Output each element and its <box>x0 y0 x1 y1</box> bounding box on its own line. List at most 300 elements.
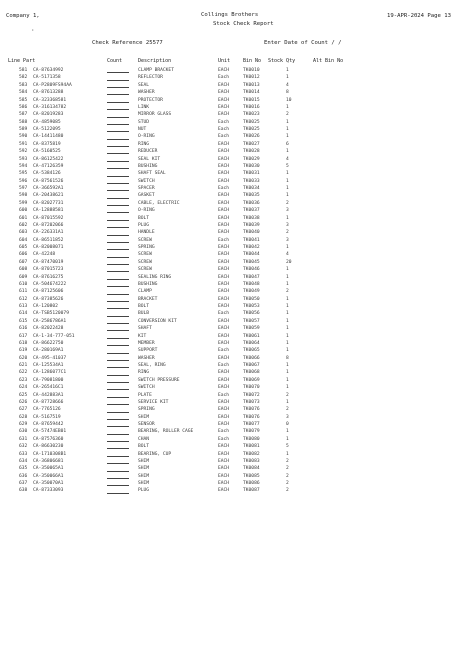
count-entry-field[interactable] <box>107 347 129 353</box>
part-number: CA-5167519 <box>33 414 61 420</box>
part-number: CA-2586786A1 <box>33 318 67 324</box>
stock-quantity: 1 <box>286 451 289 457</box>
table-row <box>0 414 460 421</box>
bin-number: TK0077 <box>243 422 260 427</box>
line-number: 593 <box>19 156 28 162</box>
line-number: 636 <box>19 473 28 479</box>
count-entry-field[interactable] <box>107 458 129 464</box>
unit-of-measure: EACH <box>218 97 230 103</box>
part-number: CA-120802 <box>33 304 58 309</box>
part-number: CA-87202066 <box>33 222 64 228</box>
unit-of-measure: Each <box>218 134 230 140</box>
count-entry-field[interactable] <box>107 229 129 235</box>
unit-of-measure: Each <box>218 127 230 132</box>
part-number: CA-1-34-777-051 <box>33 333 75 339</box>
stock-quantity: 2 <box>286 466 289 472</box>
unit-of-measure: EACH <box>218 259 230 265</box>
stock-quantity: 5 <box>286 163 289 169</box>
unit-of-measure: EACH <box>218 171 230 177</box>
count-entry-field[interactable] <box>107 178 129 184</box>
unit-of-measure: EACH <box>218 200 230 206</box>
bin-number: TK0030 <box>243 163 260 169</box>
unit-of-measure: EACH <box>218 274 230 280</box>
part-number: CA-86511852 <box>33 237 64 243</box>
count-entry-field[interactable] <box>107 156 129 162</box>
line-number: 635 <box>19 466 28 472</box>
part-number: CA-86630230 <box>33 444 64 450</box>
stock-quantity: 1 <box>286 245 289 250</box>
count-entry-field[interactable] <box>107 421 129 427</box>
part-number: CA-5384126 <box>33 171 61 177</box>
line-number: 621 <box>19 363 28 368</box>
line-number: 601 <box>19 215 28 221</box>
part-number: CA-86622750 <box>33 340 64 346</box>
stock-quantity: 2 <box>286 481 289 486</box>
count-entry-field[interactable] <box>107 274 129 280</box>
part-number: CA-79081800 <box>33 377 64 383</box>
stock-quantity: 2 <box>286 230 289 236</box>
stock-quantity: 1 <box>286 429 289 435</box>
count-entry-field[interactable] <box>107 170 129 176</box>
count-entry-field[interactable] <box>107 185 129 191</box>
item-description: BULB <box>138 311 150 317</box>
item-description: WASHER <box>138 90 155 96</box>
part-number: CA-86125422 <box>33 156 64 162</box>
unit-of-measure: EACH <box>218 252 230 258</box>
table-row <box>0 229 460 236</box>
stock-quantity: 1 <box>286 149 289 155</box>
table-row <box>0 355 460 362</box>
column-line-part: Line Part <box>8 58 36 64</box>
count-entry-field[interactable] <box>107 207 129 213</box>
line-number: 603 <box>19 230 28 236</box>
count-entry-field[interactable] <box>107 333 129 339</box>
bin-number: TK0070 <box>243 385 260 391</box>
count-entry-field[interactable] <box>107 104 129 110</box>
count-entry-field[interactable] <box>107 399 129 405</box>
line-number: 624 <box>19 385 28 391</box>
unit-of-measure: EACH <box>218 318 230 324</box>
part-number: CA-42248 <box>33 252 56 258</box>
table-row <box>0 89 460 96</box>
stock-quantity: 6 <box>286 141 289 147</box>
count-entry-field[interactable] <box>107 310 129 316</box>
line-number: 590 <box>19 134 28 140</box>
line-number: 584 <box>19 90 28 96</box>
count-entry-field[interactable] <box>107 340 129 346</box>
unit-of-measure: EACH <box>218 370 230 376</box>
item-description: SEAL, RING <box>138 363 166 368</box>
count-entry-field[interactable] <box>107 362 129 368</box>
bin-number: TK0049 <box>243 289 260 295</box>
unit-of-measure: EACH <box>218 208 230 214</box>
line-number: 633 <box>19 451 28 457</box>
line-number: 604 <box>19 237 28 243</box>
table-row <box>0 318 460 325</box>
table-row <box>0 141 460 148</box>
part-number: CA-87659442 <box>33 422 64 427</box>
bin-number: TK0057 <box>243 318 260 324</box>
count-entry-field[interactable] <box>107 392 129 398</box>
table-row <box>0 296 460 303</box>
part-number: CA-87385626 <box>33 296 64 302</box>
stock-quantity: 10 <box>286 97 292 103</box>
line-number: 637 <box>19 481 28 486</box>
part-number: CA-495-41037 <box>33 355 67 361</box>
part-number: CA-5160525 <box>33 149 61 155</box>
bin-number: TK0014 <box>243 90 260 96</box>
table-row <box>0 340 460 347</box>
count-entry-field[interactable] <box>107 133 129 139</box>
item-description: O-RING <box>138 208 155 214</box>
item-description: SHIM <box>138 473 150 479</box>
table-row <box>0 465 460 472</box>
unit-of-measure: EACH <box>218 340 230 346</box>
line-number: 623 <box>19 377 28 383</box>
item-description: PLATE <box>138 392 152 398</box>
unit-of-measure: Each <box>218 392 230 398</box>
marker-dot: · <box>31 27 35 34</box>
line-number: 609 <box>19 274 28 280</box>
table-row <box>0 333 460 340</box>
line-number: 599 <box>19 200 28 206</box>
count-entry-field[interactable] <box>107 266 129 272</box>
unit-of-measure: Each <box>218 237 230 243</box>
count-entry-field[interactable] <box>107 244 129 250</box>
bin-number: TK0048 <box>243 281 260 287</box>
stock-quantity: 8 <box>286 355 289 361</box>
count-entry-field[interactable] <box>107 111 129 117</box>
unit-of-measure: EACH <box>218 385 230 391</box>
count-entry-field[interactable] <box>107 148 129 154</box>
stock-quantity: 8 <box>286 90 289 96</box>
table-row <box>0 207 460 214</box>
count-entry-field[interactable] <box>107 288 129 294</box>
count-entry-field[interactable] <box>107 281 129 287</box>
stock-quantity: 1 <box>286 267 289 273</box>
count-entry-field[interactable] <box>107 451 129 457</box>
stock-quantity: 2 <box>286 407 289 413</box>
unit-of-measure: EACH <box>218 355 230 361</box>
count-entry-field[interactable] <box>107 369 129 375</box>
stock-quantity: 1 <box>286 171 289 177</box>
table-row <box>0 133 460 140</box>
bin-number: TK0047 <box>243 274 260 280</box>
item-description: HANDLE <box>138 230 155 236</box>
item-description: SWITCH <box>138 178 155 184</box>
count-entry-field[interactable] <box>107 251 129 257</box>
table-row <box>0 163 460 170</box>
bin-number: TK0031 <box>243 171 260 177</box>
part-number: CA-5171358 <box>33 75 61 81</box>
part-number: CA-1710308B1 <box>33 451 67 457</box>
item-description: SHAFT SEAL <box>138 171 166 177</box>
unit-of-measure: EACH <box>218 422 230 427</box>
table-row <box>0 178 460 185</box>
column-bin-no: Bin No <box>243 58 262 64</box>
table-row <box>0 104 460 111</box>
item-description: SPACER <box>138 186 155 191</box>
stock-quantity: 1 <box>286 119 289 125</box>
line-number: 591 <box>19 141 28 147</box>
table-row <box>0 170 460 177</box>
item-description: SCREW <box>138 237 152 243</box>
table-row <box>0 185 460 192</box>
stock-quantity: 2 <box>286 112 289 118</box>
item-description: SEAL <box>138 82 150 88</box>
bin-number: TK0029 <box>243 156 260 162</box>
count-entry-field[interactable] <box>107 119 129 125</box>
part-number: CA-82027731 <box>33 200 64 206</box>
count-entry-field[interactable] <box>107 259 129 265</box>
count-entry-field[interactable] <box>107 480 129 486</box>
bin-number: TK0036 <box>243 200 260 206</box>
table-row <box>0 156 460 163</box>
bin-number: TK0076 <box>243 407 260 413</box>
stock-quantity: 5 <box>286 444 289 450</box>
date-page-label: 19-APR-2024 Page 13 <box>387 13 451 19</box>
line-number: 608 <box>19 267 28 273</box>
item-description: BOLT <box>138 304 150 309</box>
count-entry-field[interactable] <box>107 487 129 493</box>
item-description: BUSHING <box>138 163 158 169</box>
stock-quantity: 1 <box>286 104 289 110</box>
item-description: MIRROR GLASS <box>138 112 172 118</box>
stock-quantity: 1 <box>286 370 289 376</box>
bin-number: TK0026 <box>243 134 260 140</box>
bin-number: TK0064 <box>243 340 260 346</box>
count-entry-field[interactable] <box>107 465 129 471</box>
table-row <box>0 192 460 199</box>
table-row <box>0 274 460 281</box>
line-number: 592 <box>19 149 28 155</box>
item-description: CHAN <box>138 436 150 442</box>
table-row <box>0 200 460 207</box>
unit-of-measure: EACH <box>218 230 230 236</box>
part-number: CA-P2809FS94AA <box>33 82 72 88</box>
bin-number: TK0013 <box>243 82 260 88</box>
count-entry-field[interactable] <box>107 414 129 420</box>
table-row <box>0 237 460 244</box>
bin-number: TK0033 <box>243 178 260 184</box>
table-row <box>0 406 460 413</box>
stock-quantity: 1 <box>286 385 289 391</box>
count-entry-field[interactable] <box>107 89 129 95</box>
unit-of-measure: EACH <box>218 104 230 110</box>
line-number: 618 <box>19 340 28 346</box>
part-number: CA-323368581 <box>33 97 67 103</box>
line-number: 606 <box>19 252 28 258</box>
line-number: 586 <box>19 104 28 110</box>
bin-number: TK0073 <box>243 399 260 405</box>
part-number: CA-280169A1 <box>33 348 64 354</box>
table-row <box>0 392 460 399</box>
item-description: BOLT <box>138 215 150 221</box>
count-entry-field[interactable] <box>107 473 129 479</box>
bin-number: TK0038 <box>243 215 260 221</box>
count-entry-field[interactable] <box>107 296 129 302</box>
unit-of-measure: EACH <box>218 178 230 184</box>
bin-number: TK0066 <box>243 355 260 361</box>
count-entry-field[interactable] <box>107 163 129 169</box>
part-number: CA-442883A1 <box>33 392 64 398</box>
item-description: SERVICE KIT <box>138 399 169 405</box>
table-row <box>0 97 460 104</box>
line-number: 615 <box>19 318 28 324</box>
stock-quantity: 3 <box>286 414 289 420</box>
part-number: CA-87333093 <box>33 488 64 494</box>
bin-number: TK0042 <box>243 245 260 250</box>
unit-of-measure: EACH <box>218 481 230 486</box>
table-row <box>0 303 460 310</box>
bin-number: TK0061 <box>243 333 260 339</box>
table-row <box>0 480 460 487</box>
item-description: NUT <box>138 127 147 132</box>
unit-of-measure: EACH <box>218 333 230 339</box>
item-description: SPRING <box>138 245 155 250</box>
line-number: 595 <box>19 171 28 177</box>
item-description: PLUG <box>138 222 150 228</box>
count-entry-field[interactable] <box>107 443 129 449</box>
table-row <box>0 347 460 354</box>
count-entry-field[interactable] <box>107 215 129 221</box>
count-entry-field[interactable] <box>107 74 129 80</box>
bin-number: TK0027 <box>243 141 260 147</box>
unit-of-measure: Each <box>218 429 230 435</box>
count-entry-field[interactable] <box>107 377 129 383</box>
part-number: CA-265416C1 <box>33 385 64 391</box>
column-unit: Unit <box>218 58 231 64</box>
line-number: 613 <box>19 304 28 309</box>
part-number: CA-57474EB01 <box>33 429 67 435</box>
item-description: SCREW <box>138 267 152 273</box>
item-description: BEARING, CUP <box>138 451 172 457</box>
line-number: 616 <box>19 326 28 332</box>
item-description: PROTECTOR <box>138 97 163 103</box>
bin-number: TK0039 <box>243 222 260 228</box>
stock-table <box>0 67 460 495</box>
table-row <box>0 74 460 81</box>
part-number: CA-20438621 <box>33 193 64 199</box>
count-entry-field[interactable] <box>107 237 129 243</box>
part-number: CA-TSB5120079 <box>33 311 69 317</box>
line-number: 638 <box>19 488 28 494</box>
part-number: CA-350066A1 <box>33 473 64 479</box>
count-entry-field[interactable] <box>107 428 129 434</box>
line-number: 610 <box>19 281 28 287</box>
line-number: 585 <box>19 97 28 103</box>
stock-quantity: 1 <box>286 68 289 73</box>
unit-of-measure: Each <box>218 348 230 354</box>
count-entry-field[interactable] <box>107 355 129 361</box>
stock-quantity: 4 <box>286 156 289 162</box>
unit-of-measure: EACH <box>218 458 230 464</box>
item-description: SEALING RING <box>138 274 172 280</box>
table-row <box>0 428 460 435</box>
stock-quantity: 2 <box>286 200 289 206</box>
unit-of-measure: Each <box>218 186 230 191</box>
count-entry-field[interactable] <box>107 67 129 73</box>
part-number: CA-87728666 <box>33 399 64 405</box>
bin-number: TK0044 <box>243 252 260 258</box>
stock-quantity: 2 <box>286 289 289 295</box>
part-number: CA-87015592 <box>33 215 64 221</box>
stock-quantity: 1 <box>286 281 289 287</box>
item-description: CLAMP <box>138 289 152 295</box>
part-number: CA-12888581 <box>33 208 64 214</box>
count-entry-field[interactable] <box>107 126 129 132</box>
count-entry-field[interactable] <box>107 82 129 88</box>
count-entry-field[interactable] <box>107 141 129 147</box>
unit-of-measure: EACH <box>218 222 230 228</box>
item-description: SHIM <box>138 466 150 472</box>
count-entry-field[interactable] <box>107 97 129 103</box>
bin-number: TK0079 <box>243 429 260 435</box>
part-number: CA-125534A1 <box>33 363 64 368</box>
table-row <box>0 281 460 288</box>
stock-quantity: 1 <box>286 311 289 317</box>
bin-number: TK0084 <box>243 466 260 472</box>
table-row <box>0 458 460 465</box>
count-entry-field[interactable] <box>107 192 129 198</box>
item-description: WASHER <box>138 355 155 361</box>
table-row <box>0 288 460 295</box>
count-entry-field[interactable] <box>107 436 129 442</box>
unit-of-measure: EACH <box>218 377 230 383</box>
line-number: 589 <box>19 127 28 132</box>
line-number: 625 <box>19 392 28 398</box>
table-row <box>0 443 460 450</box>
table-row <box>0 377 460 384</box>
stock-quantity: 3 <box>286 237 289 243</box>
part-number: CA-87616275 <box>33 274 64 280</box>
stock-quantity: 1 <box>286 304 289 309</box>
line-number: 626 <box>19 399 28 405</box>
count-entry-field[interactable] <box>107 318 129 324</box>
count-entry-field[interactable] <box>107 303 129 309</box>
count-entry-field[interactable] <box>107 200 129 206</box>
bin-number: TK0072 <box>243 392 260 398</box>
stock-quantity: 1 <box>286 399 289 405</box>
unit-of-measure: EACH <box>218 289 230 295</box>
stock-quantity: 0 <box>286 422 289 427</box>
bin-number: TK0065 <box>243 348 260 354</box>
line-number: 598 <box>19 193 28 199</box>
bin-number: TK0083 <box>243 458 260 464</box>
part-number: CA-316134782 <box>33 104 67 110</box>
count-entry-field[interactable] <box>107 384 129 390</box>
part-number: CA-7765126 <box>33 407 61 413</box>
unit-of-measure: EACH <box>218 68 230 73</box>
item-description: SHIM <box>138 458 150 464</box>
count-entry-field[interactable] <box>107 222 129 228</box>
line-number: 605 <box>19 245 28 250</box>
item-description: SCREW <box>138 252 152 258</box>
count-entry-field[interactable] <box>107 325 129 331</box>
unit-of-measure: EACH <box>218 267 230 273</box>
item-description: SPRING <box>138 407 155 413</box>
stock-quantity: 1 <box>286 274 289 280</box>
count-entry-field[interactable] <box>107 406 129 412</box>
unit-of-measure: EACH <box>218 112 230 118</box>
item-description: BRACKET <box>138 296 158 302</box>
bin-number: TK0085 <box>243 473 260 479</box>
item-description: RING <box>138 370 150 376</box>
part-number: CA-82019283 <box>33 112 64 118</box>
table-row <box>0 310 460 317</box>
line-number: 588 <box>19 119 28 125</box>
bin-number: TK0067 <box>243 363 260 368</box>
